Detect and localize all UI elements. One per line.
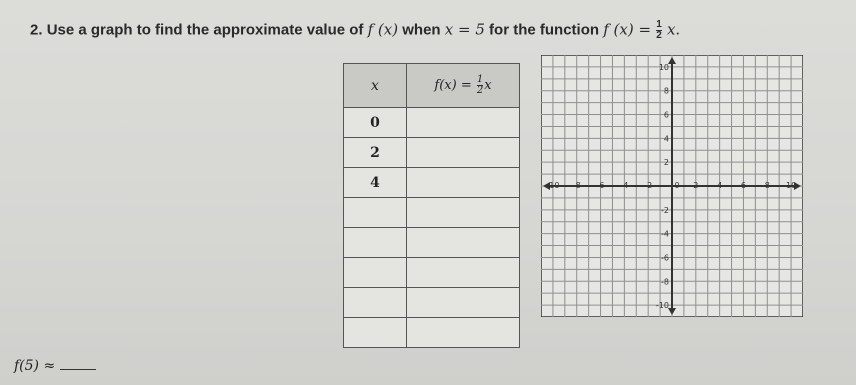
axis-tick-label: 8 (764, 181, 770, 190)
axis-tick-label: 2 (663, 158, 669, 168)
question-fx: f (x) (367, 20, 399, 39)
question-func-lhs: f (x) = (603, 20, 652, 39)
axis-tick-label: -2 (644, 181, 653, 190)
axis-tick-label: 10 (658, 62, 669, 72)
table-row (344, 318, 520, 348)
table-cell-x[interactable] (344, 228, 407, 258)
coordinate-grid (541, 55, 803, 317)
table-cell-fx[interactable] (407, 198, 520, 228)
table-cell-x[interactable] (344, 318, 407, 348)
table-row (344, 198, 520, 228)
axis-tick-label: 0 (674, 181, 680, 190)
question-text-mid: for the function (489, 21, 600, 39)
table-header-row (344, 64, 520, 108)
axis-tick-label: -2 (661, 205, 669, 215)
table-cell-x[interactable]: 2 (344, 138, 407, 168)
question-fraction: $\frac{1}{2}$ (656, 19, 662, 41)
axis-tick-label: 6 (740, 181, 747, 190)
table-cell-fx[interactable] (407, 288, 520, 318)
table-row (344, 138, 520, 168)
table-header-x: x (344, 64, 407, 108)
axis-tick-label: -10 (655, 301, 669, 311)
table-row (344, 258, 520, 288)
table-cell-fx[interactable] (407, 258, 520, 288)
question-number: 2. (30, 21, 43, 39)
axis-tick-label: 4 (717, 181, 723, 190)
axis-tick-label: -6 (596, 181, 605, 190)
table-row (344, 228, 520, 258)
axis-tick-label: 4 (663, 134, 669, 144)
axis-tick-label: 8 (663, 86, 669, 96)
table-row (344, 288, 520, 318)
table-header-fx: f(x) = $\frac{1}{2}$ x (407, 64, 520, 108)
answer-blank[interactable] (60, 357, 96, 370)
axis-tick-label: -4 (620, 181, 629, 190)
function-table (343, 63, 520, 348)
table-row (344, 108, 520, 138)
table-row (344, 168, 520, 198)
coordinate-grid-svg (541, 55, 803, 317)
table-cell-fx[interactable] (407, 168, 520, 198)
table-cell-x[interactable] (344, 198, 407, 228)
axis-tick-label: 2 (693, 181, 699, 190)
table-cell-fx[interactable] (407, 228, 520, 258)
axis-tick-label: 6 (663, 110, 669, 120)
axis-tick-label: -8 (661, 277, 669, 287)
question-when: when (402, 21, 441, 39)
table-cell-x[interactable]: 0 (344, 108, 407, 138)
question-x-value: x = 5 (444, 20, 485, 39)
table-cell-fx[interactable] (407, 138, 520, 168)
table-cell-x[interactable]: 4 (344, 168, 407, 198)
table-cell-fx[interactable] (407, 318, 520, 348)
answer-label: f(5) ≈ (14, 358, 56, 374)
axis-tick-label: -8 (572, 181, 581, 190)
answer-line (14, 357, 96, 374)
axis-tick-label: 10 (785, 181, 797, 190)
table-cell-fx[interactable] (407, 108, 520, 138)
axis-tick-label: -10 (546, 181, 560, 190)
table-cell-x[interactable] (344, 288, 407, 318)
axis-tick-label: -6 (661, 253, 669, 263)
table-cell-x[interactable] (344, 258, 407, 288)
axis-tick-label: -4 (661, 229, 669, 239)
question-text-before: Use a graph to find the approximate value of (46, 21, 364, 39)
question-func-rhs: x. (666, 20, 681, 39)
question-text (30, 20, 680, 41)
